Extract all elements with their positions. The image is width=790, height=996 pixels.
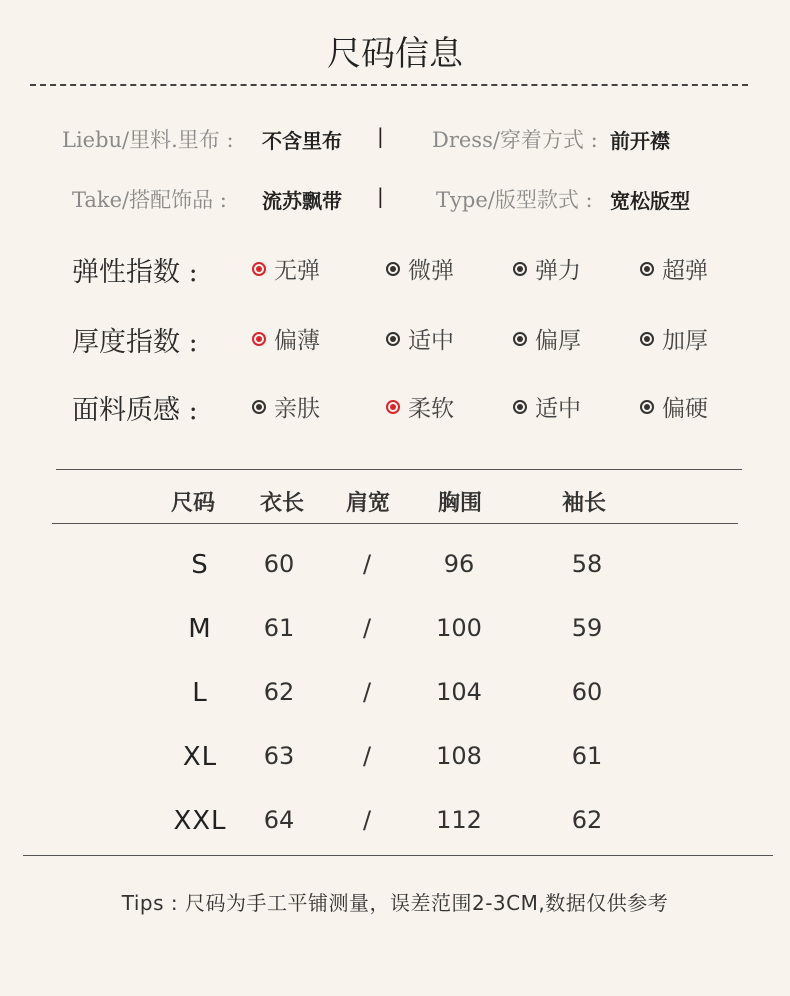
rating-option-label: 无弹 [274, 258, 320, 284]
rating-option [252, 390, 320, 423]
rating-option [386, 252, 454, 285]
attr-separator: | [377, 124, 384, 148]
table-cell: / [362, 742, 372, 770]
rating-option-label: 偏厚 [535, 328, 581, 354]
radio-dot-icon [252, 400, 266, 414]
rating-option [640, 322, 708, 355]
dashed-divider [30, 84, 748, 86]
table-cell: 64 [263, 806, 295, 834]
size-cell: M [188, 614, 212, 644]
rating-option-label: 超弹 [662, 258, 708, 284]
rating-label: 面料质感 : [72, 395, 198, 426]
rating-option [513, 252, 581, 285]
rating-label: 厚度指数 : [72, 327, 198, 358]
attr-value-take: 流苏飘带 [262, 189, 342, 213]
rating-option-label: 弹力 [535, 258, 581, 284]
attr-label-dress: Dress/穿着方式 : [432, 128, 598, 152]
radio-dot-icon [386, 262, 400, 276]
rating-option-label: 柔软 [408, 396, 454, 422]
table-cell: 112 [436, 806, 482, 834]
rating-option [252, 252, 320, 285]
table-cell: / [362, 806, 372, 834]
radio-dot-icon [252, 332, 266, 346]
table-header-cell: 袖长 [561, 491, 606, 516]
size-cell: XXL [173, 806, 227, 836]
table-cell: 104 [436, 678, 482, 706]
size-cell: L [192, 678, 208, 708]
table-cell: 61 [263, 614, 295, 642]
table-cell: 62 [263, 678, 295, 706]
table-cell: 60 [571, 678, 603, 706]
radio-dot-icon [513, 332, 527, 346]
table-header-cell: 衣长 [259, 491, 304, 516]
rating-option [386, 322, 454, 355]
table-bottom-rule [23, 855, 773, 856]
size-cell: S [191, 550, 209, 580]
size-cell: XL [182, 742, 218, 772]
radio-dot-icon [640, 332, 654, 346]
table-cell: 100 [436, 614, 482, 642]
rating-option [640, 390, 708, 423]
table-cell: 63 [263, 742, 295, 770]
table-cell: / [362, 678, 372, 706]
rating-option [513, 322, 581, 355]
attr-separator: | [377, 184, 384, 208]
attr-value-lining: 不含里布 [262, 129, 342, 153]
rating-option [513, 390, 581, 423]
rating-option-label: 加厚 [662, 328, 708, 354]
table-top-rule [56, 469, 742, 470]
table-cell: 60 [263, 550, 295, 578]
attr-value-dress: 前开襟 [610, 129, 670, 153]
rating-option-label: 亲肤 [274, 396, 320, 422]
attr-label-type: Type/版型款式 : [436, 188, 593, 212]
table-cell: 62 [571, 806, 603, 834]
attr-label-take: Take/搭配饰品 : [72, 188, 227, 212]
rating-option-label: 适中 [535, 396, 581, 422]
table-cell: 61 [571, 742, 603, 770]
table-header-cell: 胸围 [437, 491, 482, 516]
rating-option [252, 322, 320, 355]
rating-option [640, 252, 708, 285]
radio-dot-icon [640, 400, 654, 414]
radio-dot-icon [513, 262, 527, 276]
rating-option-label: 微弹 [408, 258, 454, 284]
attr-value-type: 宽松版型 [610, 189, 690, 213]
rating-option-label: 偏硬 [662, 396, 708, 422]
table-cell: 59 [571, 614, 603, 642]
table-cell: 58 [571, 550, 603, 578]
rating-option [386, 390, 454, 423]
rating-option-label: 适中 [408, 328, 454, 354]
table-header-cell: 尺码 [170, 491, 215, 516]
attr-label-lining: Liebu/里料.里布 : [62, 128, 234, 152]
table-cell: 108 [436, 742, 482, 770]
radio-dot-icon [386, 332, 400, 346]
rating-option-label: 偏薄 [274, 328, 320, 354]
table-header-cell: 肩宽 [345, 491, 390, 516]
table-cell: 96 [443, 550, 475, 578]
table-header-rule [52, 523, 738, 524]
radio-dot-icon [386, 400, 400, 414]
radio-dot-icon [252, 262, 266, 276]
tips-text: Tips : 尺码为手工平铺测量，误差范围2-3CM,数据仅供参考 [121, 891, 669, 915]
page-title: 尺码信息 [327, 34, 463, 74]
rating-label: 弹性指数 : [72, 257, 198, 288]
table-cell: / [362, 614, 372, 642]
radio-dot-icon [640, 262, 654, 276]
table-cell: / [362, 550, 372, 578]
radio-dot-icon [513, 400, 527, 414]
